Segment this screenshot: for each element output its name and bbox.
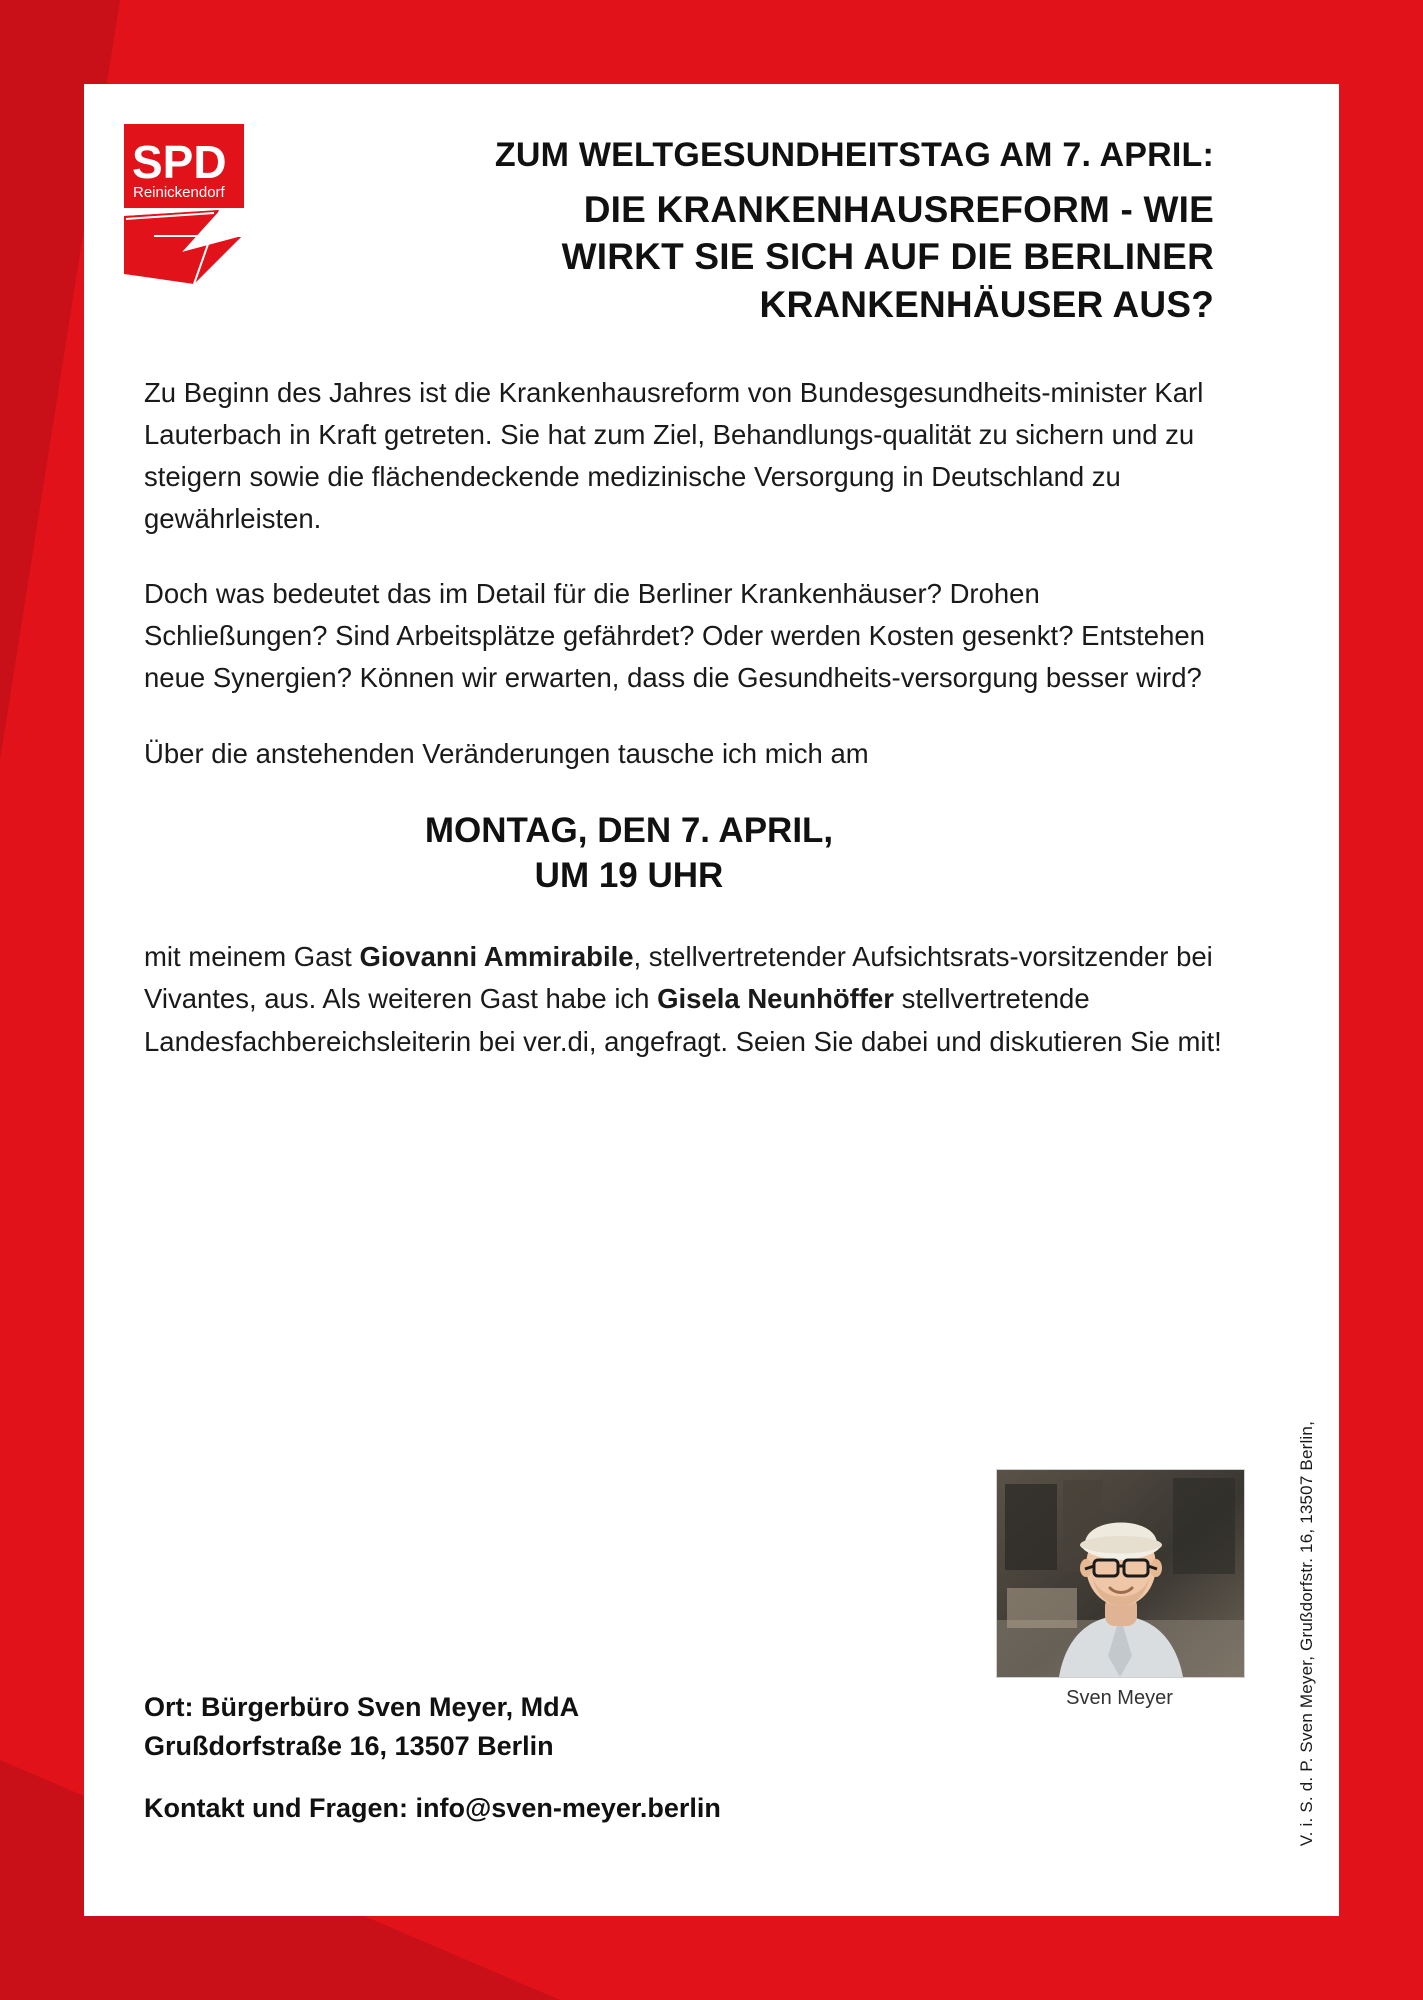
- svg-text:Reinickendorf: Reinickendorf: [133, 184, 225, 201]
- event-time: UM 19 UHR: [534, 856, 724, 896]
- guest-name-1: Giovanni Ammirabile: [359, 940, 634, 972]
- guests-text-2: , stellvertretender Aufsichtsrats-vorsitzender bei Vivantes, aus. Als weiteren Gast habe ich: [144, 940, 1213, 1015]
- body-paragraph-1: Zu Beginn des Jahres ist die Krankenhausreform von Bundesgesundheits-minister Karl Lauterbach in Kraft getreten. Sie hat zum Ziel, Behandlungs-qualität zu sichern und zu steigern sowie die flächendeckende medizinische Versorgung in Deutschland zu gewährleisten.: [144, 377, 1204, 534]
- event-date-block: [108, 809, 1234, 900]
- body-text: [108, 372, 1234, 774]
- headline-line-2: DIE KRANKENHAUSREFORM - WIE: [583, 189, 1214, 231]
- body-paragraph-2: Doch was bedeutet das im Detail für die Berliner Krankenhäuser? Drohen Schließungen? Sind Arbeitsplätze gefährdet? Oder werden Kosten gesenkt? Entstehen neue Synergien? Können wir erwarten, dass die Gesundheits-versorgung besser wird?: [144, 578, 1205, 693]
- event-date: MONTAG, DEN 7. APRIL,: [424, 810, 834, 850]
- guests-paragraph: [108, 936, 1234, 1065]
- contact-line: Kontakt und Fragen: info@sven-meyer.berlin: [144, 1793, 721, 1823]
- headline-line-4: KRANKENHÄUSER AUS?: [759, 283, 1214, 325]
- svg-text:SPD: SPD: [132, 136, 227, 188]
- spd-reinickendorf-logo-icon: [124, 124, 274, 294]
- headline-block: [300, 118, 1234, 328]
- location-line-1: Ort: Bürgerbüro Sven Meyer, MdA: [144, 1692, 580, 1723]
- location-line-2: Grußdorfstraße 16, 13507 Berlin: [144, 1730, 554, 1761]
- guest-name-2: Gisela Neunhöffer: [657, 983, 894, 1015]
- body-paragraph-3: Über die anstehenden Veränderungen tausche ich mich am: [144, 737, 869, 769]
- portrait-caption: Sven Meyer: [1066, 1687, 1173, 1709]
- imprint-text: V. i. S. d. P. Sven Meyer, Grußdorfstr. 16, 13507 Berlin,: [1297, 1420, 1316, 1846]
- poster-footer: [144, 1688, 721, 1824]
- guests-text-3: stellvertretende Landesfachbereichsleiterin bei ver.di, angefragt. Seien Sie dabei und diskutieren Sie mit!: [144, 983, 1222, 1058]
- headline-line-1: ZUM WELTGESUNDHEITSTAG AM 7. APRIL:: [494, 136, 1214, 174]
- headline-line-3: WIRKT SIE SICH AUF DIE BERLINER: [561, 236, 1214, 278]
- poster-header: [108, 118, 1234, 328]
- guests-text-1: mit meinem Gast: [144, 940, 360, 972]
- portrait-block: [996, 1469, 1243, 1710]
- poster-card: [84, 84, 1339, 1916]
- portrait-photo-sven-meyer: [996, 1469, 1245, 1678]
